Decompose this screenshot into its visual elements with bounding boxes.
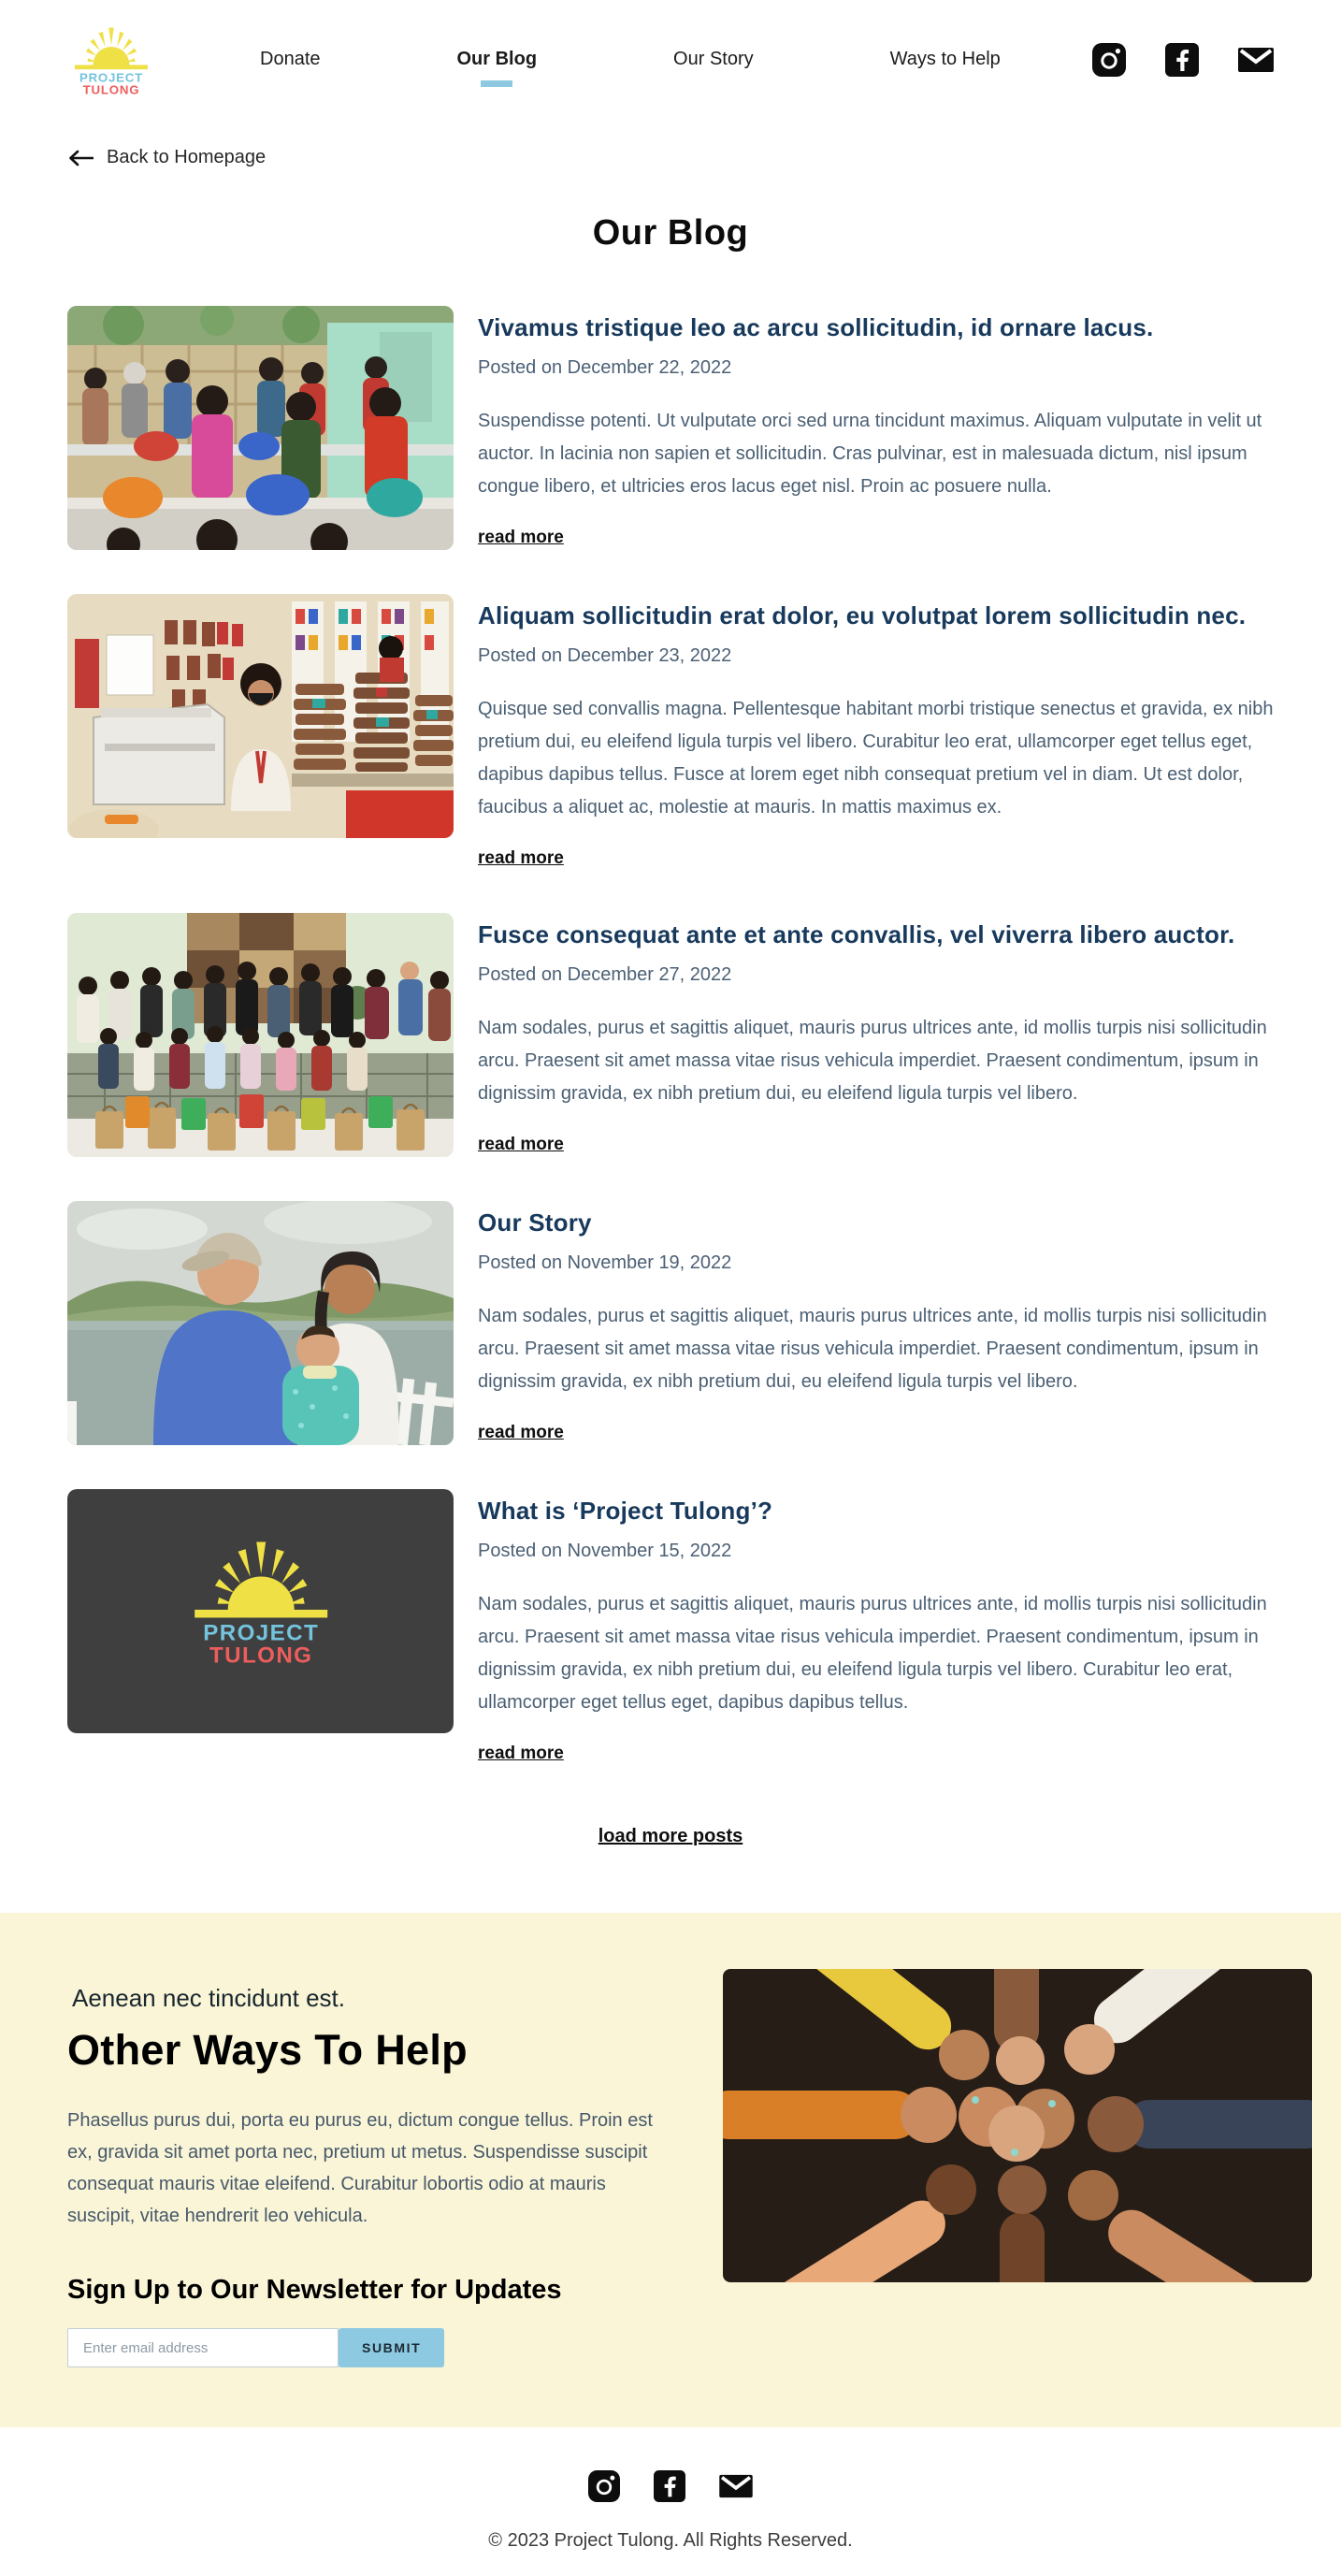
blog-post-list: [0, 306, 1341, 1764]
footer: [0, 2427, 1341, 2576]
blog-post: [67, 913, 1274, 1157]
facebook-icon[interactable]: [1165, 43, 1199, 77]
hands-together-photo: [723, 1969, 1312, 2282]
read-more-link[interactable]: read more: [478, 848, 564, 868]
post-thumbnail[interactable]: [67, 1489, 454, 1733]
copyright-text: © 2023 Project Tulong. All Rights Reserved.: [488, 2530, 853, 2551]
post-title[interactable]: What is ‘Project Tulong’?: [478, 1497, 773, 1525]
post-content: [478, 1489, 1274, 1764]
post-content: [478, 1201, 1274, 1445]
help-body: Phasellus purus dui, porta eu purus eu, dictum congue tellus. Proin est ex, gravida sit amet porta nec, pretium ut metus. Suspendisse suscipit consequat mauris vitae eleifend. Curabitur lobortis odio at mauris suscipit, vitae hendrerit leo vehicula.: [67, 2110, 653, 2226]
email-icon[interactable]: [719, 2473, 753, 2499]
help-title: Other Ways To Help: [67, 2026, 468, 2074]
post-content: [478, 306, 1274, 550]
nav-item-label: Our Blog: [456, 49, 538, 69]
post-date: Posted on December 22, 2022: [478, 357, 732, 378]
read-more-link[interactable]: read more: [478, 1744, 564, 1763]
instagram-icon[interactable]: [588, 2470, 620, 2502]
email-icon[interactable]: [1238, 46, 1274, 74]
store-illustration: [67, 594, 454, 838]
blog-post: [67, 594, 1274, 869]
header-social-links: [1092, 43, 1274, 77]
nav-item-ways-to-help[interactable]: Ways to Help: [889, 49, 1001, 69]
submit-button[interactable]: SUBMIT: [339, 2328, 444, 2367]
post-excerpt: Nam sodales, purus et sagittis aliquet, mauris purus ultrices ante, id mollis turpis nisi sollicitudin arcu. Praesent sit amet massa vitae risus vehicula imperdiet. Praesent condimentum, ipsum in dignissim gravida, ex nibh pretium dui, eu eleifend ligula turpis vel libero. Curabitur leo erat, ullamcorper eget tellus eget, dapibus dapibus tellus.: [478, 1594, 1267, 1713]
post-excerpt: Nam sodales, purus et sagittis aliquet, mauris purus ultrices ante, id mollis turpis nisi sollicitudin arcu. Praesent sit amet massa vitae risus vehicula imperdiet. Praesent condimentum, ipsum in dignissim gravida, ex nibh pretium dui, eu eleifend ligula turpis vel libero.: [478, 1018, 1267, 1104]
newsletter-title: Sign Up to Our Newsletter for Updates: [67, 2275, 562, 2305]
nav-item-our-story[interactable]: Our Story: [673, 49, 754, 69]
nav-item-our-blog[interactable]: [457, 49, 538, 70]
email-input[interactable]: [67, 2328, 339, 2367]
back-to-homepage-link[interactable]: [67, 147, 266, 168]
post-content: [478, 913, 1274, 1157]
post-excerpt: Quisque sed convallis magna. Pellentesque habitant morbi tristique senectus et gravida, ex nibh pretium dui, eu eleifend ligula turpis vel libero. Curabitur leo erat, ullamcorper eget tellus eget, dapibus dapibus tellus. Fusce at lorem eget nibh consequat pretium vel in diam. Ut est dolor, faucibus a aliquet ac, molestie at mauris. In mattis maximus ex.: [478, 699, 1274, 818]
post-content: [478, 594, 1274, 869]
sun-logo-icon: [67, 23, 155, 96]
post-thumbnail[interactable]: [67, 1201, 454, 1445]
help-kicker: Aenean nec tincidunt est.: [72, 1984, 345, 2012]
header: [0, 0, 1341, 119]
family-photo-illustration: [67, 1201, 454, 1445]
post-date: Posted on December 27, 2022: [478, 964, 732, 985]
footer-social-links: [0, 2470, 1341, 2502]
post-title[interactable]: Aliquam sollicitudin erat dolor, eu volutpat lorem sollicitudin nec.: [478, 601, 1247, 630]
post-date: Posted on November 19, 2022: [478, 1252, 732, 1273]
read-more-link[interactable]: read more: [478, 1135, 564, 1154]
instagram-icon[interactable]: [1092, 43, 1126, 77]
post-excerpt: Suspendisse potenti. Ut vulputate orci sed urna tincidunt maximus. Aliquam vulputate in velit ut auctor. In lacinia non sapien et sollicitudin. Cras pulvinar, est in malesuada dictum, nisl ipsum congue libero, et ultricies eros lacus eget nisl. Proin ac posuere nulla.: [478, 411, 1262, 497]
blog-post: [67, 1201, 1274, 1445]
hands-together-illustration: [723, 1969, 1312, 2282]
page-title: Our Blog: [592, 213, 749, 253]
arrow-left-icon: [67, 150, 94, 166]
post-date: Posted on December 23, 2022: [478, 645, 732, 666]
post-title[interactable]: Our Story: [478, 1208, 592, 1237]
other-ways-to-help-section: [0, 1913, 1341, 2427]
blog-post: [67, 306, 1274, 550]
classroom-illustration: [67, 306, 454, 550]
active-tab-underline: [481, 80, 512, 87]
project-tulong-logo-card: [67, 1489, 454, 1733]
read-more-link[interactable]: read more: [478, 1423, 564, 1442]
nav-item-donate[interactable]: Donate: [260, 49, 321, 69]
help-text-column: [67, 1969, 670, 2367]
newsletter-form: [67, 2328, 670, 2367]
post-thumbnail[interactable]: [67, 913, 454, 1157]
post-thumbnail[interactable]: [67, 306, 454, 550]
post-thumbnail[interactable]: [67, 594, 454, 838]
post-title[interactable]: Vivamus tristique leo ac arcu sollicitudin, id ornare lacus.: [478, 313, 1154, 341]
post-excerpt: Nam sodales, purus et sagittis aliquet, mauris purus ultrices ante, id mollis turpis nisi sollicitudin arcu. Praesent sit amet massa vitae risus vehicula imperdiet. Praesent condimentum, ipsum in dignissim gravida, ex nibh pretium dui, eu eleifend ligula turpis vel libero.: [478, 1306, 1267, 1392]
post-date: Posted on November 15, 2022: [478, 1541, 732, 1561]
back-link-label: Back to Homepage: [107, 147, 267, 167]
load-more-posts-link[interactable]: load more posts: [598, 1826, 743, 1846]
svg-text:TULONG: TULONG: [82, 82, 140, 96]
post-title[interactable]: Fusce consequat ante et ante convallis, vel viverra libero auctor.: [478, 920, 1235, 948]
facebook-icon[interactable]: [654, 2470, 685, 2502]
blog-post: [67, 1489, 1274, 1764]
brand-logo[interactable]: [67, 23, 155, 96]
svg-text:PROJECT: PROJECT: [203, 1620, 320, 1646]
group-photo-illustration: [67, 913, 454, 1157]
read-more-link[interactable]: read more: [478, 528, 564, 547]
svg-text:TULONG: TULONG: [209, 1643, 313, 1669]
main-nav: [260, 49, 1001, 70]
svg-text:PROJECT: PROJECT: [79, 69, 144, 84]
